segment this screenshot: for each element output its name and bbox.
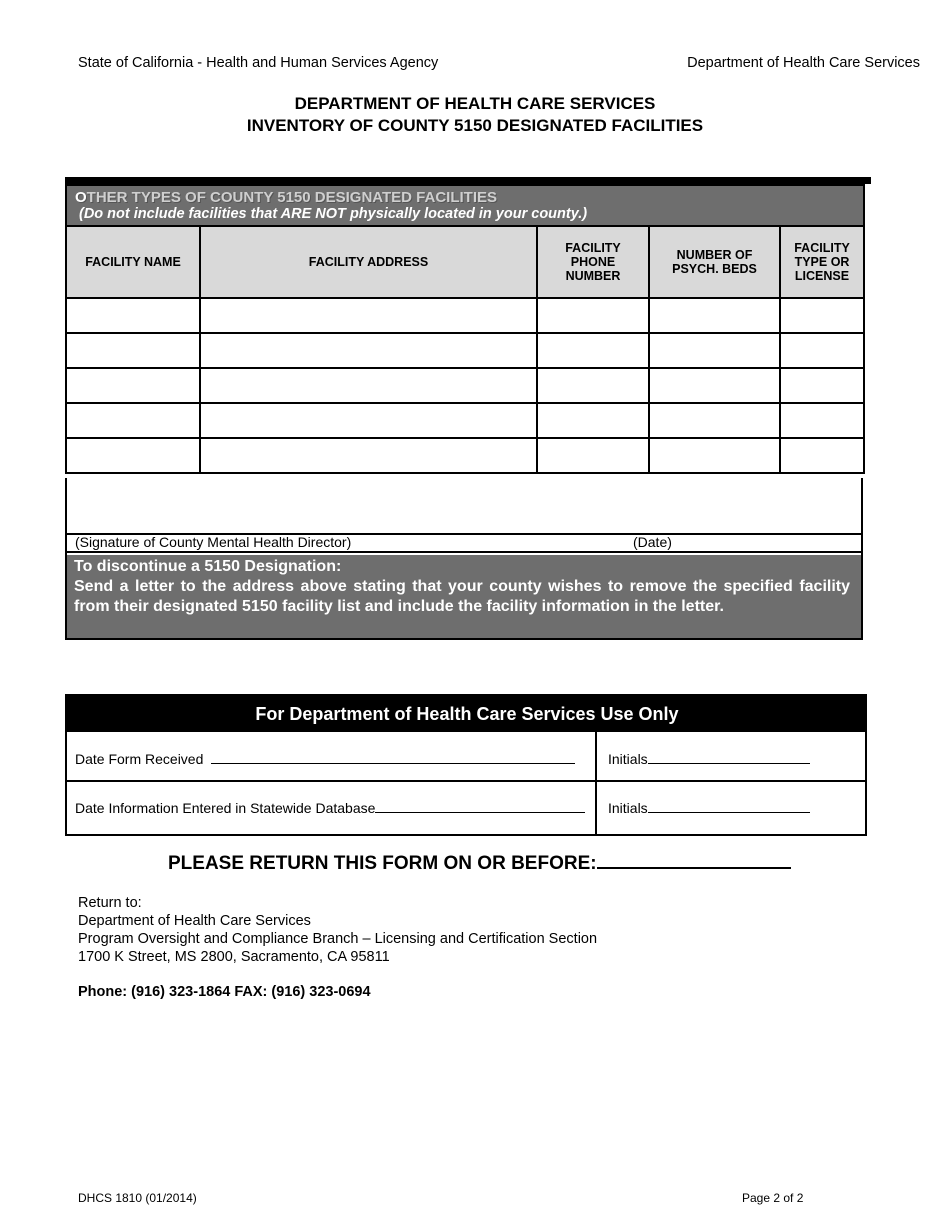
column-header-facility-name: FACILITY NAME <box>66 226 200 298</box>
table-row <box>66 368 864 403</box>
section-divider-bar <box>65 177 871 184</box>
dhcs-use-only-heading: For Department of Health Care Services Use Only <box>67 696 867 732</box>
facility-type-cell[interactable] <box>780 333 864 368</box>
return-date-line <box>597 849 791 869</box>
column-header-psych-beds: NUMBER OF PSYCH. BEDS <box>649 226 780 298</box>
date-label: (Date) <box>633 534 672 550</box>
facility-type-cell[interactable] <box>780 403 864 438</box>
facility-phone-cell[interactable] <box>537 333 649 368</box>
date-received-label: Date Form Received <box>75 751 204 767</box>
table-row <box>66 438 864 473</box>
facilities-section-header <box>66 185 864 226</box>
facility-address-cell[interactable] <box>200 298 537 333</box>
facility-name-cell[interactable] <box>66 368 200 403</box>
address-line: 1700 K Street, MS 2800, Sacramento, CA 95811 <box>78 949 390 965</box>
table-row <box>66 333 864 368</box>
date-entered-label: Date Information Entered in Statewide Database <box>75 800 376 816</box>
facility-address-cell[interactable] <box>200 368 537 403</box>
date-received-field[interactable] <box>75 749 575 767</box>
facilities-section-title: OTHER TYPES OF COUNTY 5150 DESIGNATED FACILITIES <box>75 189 498 206</box>
page-subtitle: INVENTORY OF COUNTY 5150 DESIGNATED FACILITIES <box>246 116 704 135</box>
psych-beds-cell[interactable] <box>649 368 780 403</box>
facility-phone-cell[interactable] <box>537 298 649 333</box>
facility-name-cell[interactable] <box>66 403 200 438</box>
facility-type-cell[interactable] <box>780 438 864 473</box>
facility-name-cell[interactable] <box>66 333 200 368</box>
initials-field-2[interactable] <box>608 798 810 816</box>
psych-beds-cell[interactable] <box>649 333 780 368</box>
initials-label: Initials <box>608 751 648 767</box>
table-row <box>66 298 864 333</box>
facility-phone-cell[interactable] <box>537 438 649 473</box>
address-line: Program Oversight and Compliance Branch – Licensing and Certification Section <box>78 931 598 947</box>
date-received-row <box>67 732 865 782</box>
discontinue-instructions <box>67 555 861 638</box>
dhcs-use-only-section <box>65 694 867 836</box>
facility-name-cell[interactable] <box>66 438 200 473</box>
facility-address-cell[interactable] <box>200 438 537 473</box>
signature-field[interactable] <box>67 478 861 535</box>
column-header-facility-type: FACILITY TYPE OR LICENSE <box>780 226 864 298</box>
signature-label: (Signature of County Mental Health Director) <box>75 534 352 550</box>
department-header: Department of Health Care Services <box>687 55 920 71</box>
facilities-table <box>65 184 865 474</box>
form-number: DHCS 1810 (01/2014) <box>78 1191 197 1205</box>
column-header-facility-phone: FACILITY PHONE NUMBER <box>537 226 649 298</box>
facility-type-cell[interactable] <box>780 298 864 333</box>
date-entered-row <box>67 782 865 834</box>
psych-beds-cell[interactable] <box>649 403 780 438</box>
table-row <box>66 403 864 438</box>
psych-beds-cell[interactable] <box>649 438 780 473</box>
facility-phone-cell[interactable] <box>537 368 649 403</box>
column-header-facility-address: FACILITY ADDRESS <box>200 226 537 298</box>
facility-address-cell[interactable] <box>200 333 537 368</box>
facility-type-cell[interactable] <box>780 368 864 403</box>
return-address <box>78 894 597 966</box>
page-title: DEPARTMENT OF HEALTH CARE SERVICES <box>294 94 656 113</box>
agency-header: State of California - Health and Human Services Agency <box>78 55 439 71</box>
page-number: Page 2 of 2 <box>742 1191 804 1205</box>
signature-label-row <box>67 533 861 553</box>
date-entered-field[interactable] <box>75 798 585 816</box>
facility-name-cell[interactable] <box>66 298 200 333</box>
return-by-date-field[interactable] <box>168 849 791 875</box>
phone-fax: Phone: (916) 323-1864 FAX: (916) 323-0694 <box>78 984 371 1000</box>
return-by-label: PLEASE RETURN THIS FORM ON OR BEFORE: <box>168 853 597 874</box>
initials-field-1[interactable] <box>608 749 810 767</box>
facilities-section-note: (Do not include facilities that ARE NOT physically located in your county.) <box>79 206 588 222</box>
signature-section <box>65 478 863 640</box>
address-line: Department of Health Care Services <box>78 913 311 929</box>
initials-label: Initials <box>608 800 648 816</box>
discontinue-body: Send a letter to the address above stating that your county wishes to remove the specified facility from their designated 5150 facility list and include the facility information in the letter. <box>74 578 850 615</box>
discontinue-title: To discontinue a 5150 Designation: <box>74 558 342 575</box>
address-line: Return to: <box>78 895 142 911</box>
facility-phone-cell[interactable] <box>537 403 649 438</box>
psych-beds-cell[interactable] <box>649 298 780 333</box>
facility-address-cell[interactable] <box>200 403 537 438</box>
